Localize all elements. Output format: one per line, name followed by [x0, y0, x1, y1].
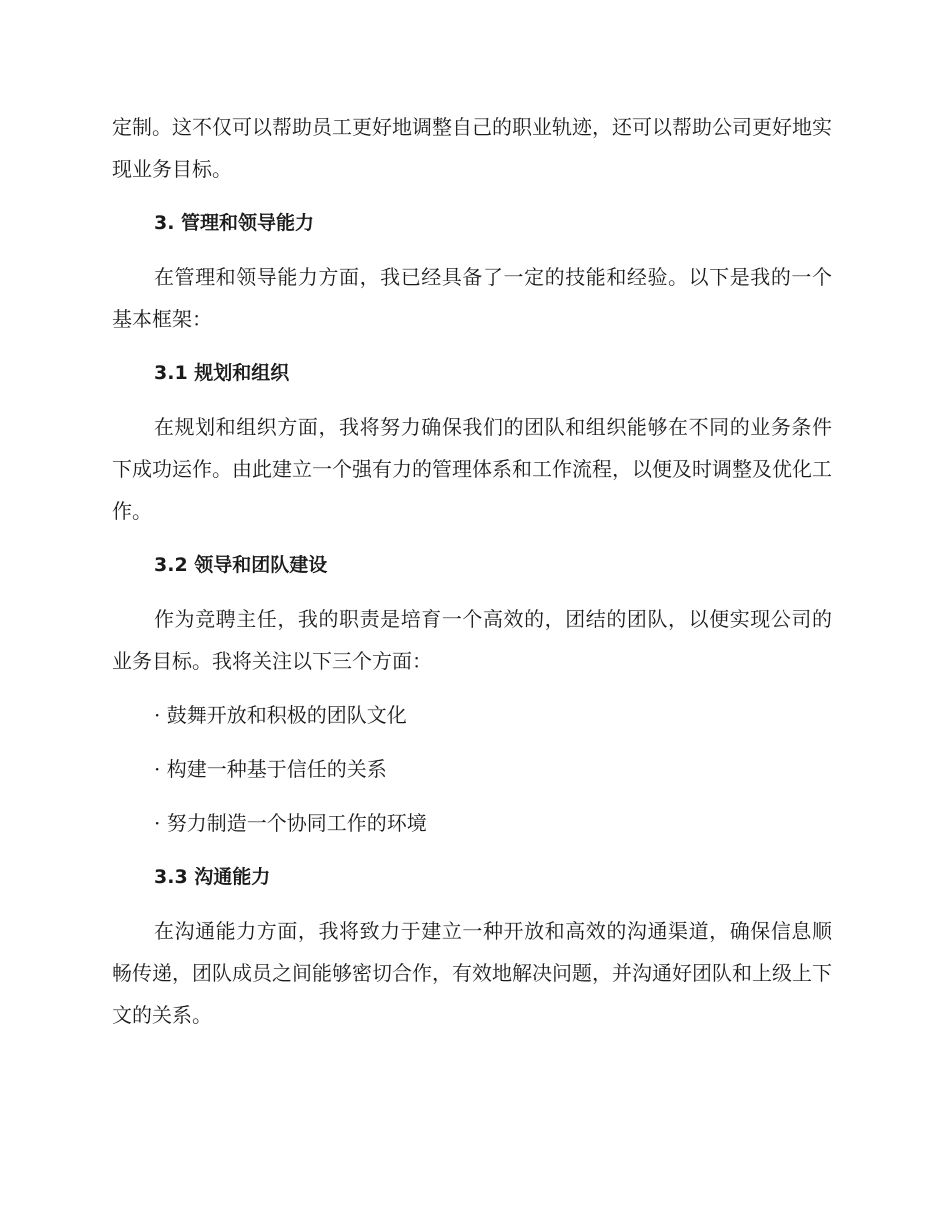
document-page	[112, 106, 832, 1036]
bullet-item: · 鼓舞开放和积极的团队文化	[154, 703, 407, 727]
section-heading-3-1: 3.1 规划和组织	[154, 362, 290, 384]
section-heading-3: 3. 管理和领导能力	[154, 212, 315, 234]
paragraph-communication: 在沟通能力方面，我将致力于建立一种开放和高效的沟通渠道，确保信息顺畅传递，团队成员之间能够密切合作，有效地解决问题，并沟通好团队和上级上下文的关系。	[112, 919, 832, 1027]
paragraph-leadership: 作为竞聘主任，我的职责是培育一个高效的，团结的团队，以便实现公司的业务目标。我将关注以下三个方面：	[112, 607, 832, 673]
section-heading-3-3: 3.3 沟通能力	[154, 866, 271, 888]
bullet-item: · 努力制造一个协同工作的环境	[154, 811, 427, 835]
paragraph-planning: 在规划和组织方面，我将努力确保我们的团队和组织能够在不同的业务条件下成功运作。由此建立一个强有力的管理体系和工作流程，以便及时调整及优化工作。	[112, 415, 832, 523]
paragraph-management-intro: 在管理和领导能力方面，我已经具备了一定的技能和经验。以下是我的一个基本框架：	[112, 265, 832, 331]
section-heading-3-2: 3.2 领导和团队建设	[154, 554, 328, 576]
paragraph-continuation: 定制。这不仅可以帮助员工更好地调整自己的职业轨迹，还可以帮助公司更好地实现业务目标。	[112, 115, 832, 181]
bullet-item: · 构建一种基于信任的关系	[154, 757, 387, 781]
